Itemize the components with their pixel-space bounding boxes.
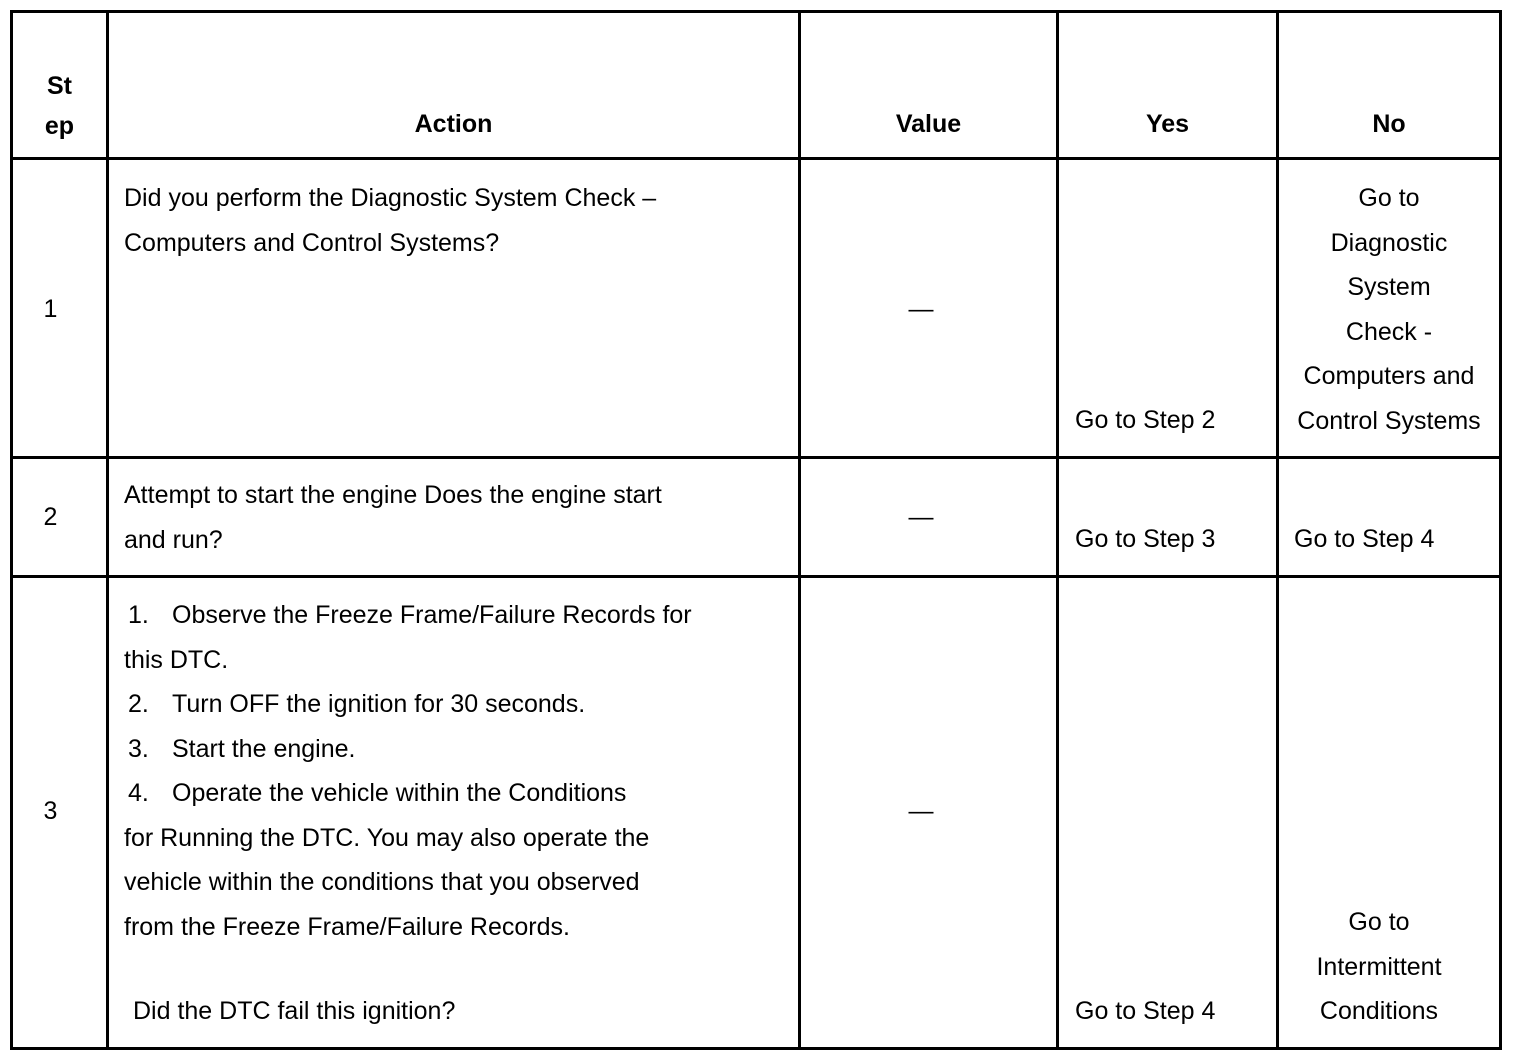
no-action: Go to Step 4 <box>1294 525 1435 553</box>
action-text <box>124 473 662 562</box>
yes-action: Go to Step 4 <box>1075 997 1216 1025</box>
action-question: Did the DTC fail this ignition? <box>133 997 456 1025</box>
no-line: Diagnostic <box>1330 228 1448 257</box>
header-step-line2: ep <box>44 112 75 140</box>
list-item <box>124 727 692 772</box>
list-item <box>124 682 692 727</box>
header-action: Action <box>414 110 493 138</box>
list-item <box>124 860 692 905</box>
list-text: vehicle within the conditions that you observed <box>124 868 640 896</box>
value-dash: — <box>908 295 934 323</box>
no-line: Go to <box>1358 184 1420 212</box>
no-line: System <box>1347 273 1431 301</box>
list-item <box>124 593 692 638</box>
value-dash: — <box>908 797 934 825</box>
value-dash: — <box>908 503 934 531</box>
row-divider <box>10 157 1502 160</box>
list-number: 2. <box>128 690 149 718</box>
no-action <box>1279 176 1499 443</box>
no-line: Computers and <box>1303 362 1475 390</box>
list-number: 1. <box>128 601 149 629</box>
no-line: Check - <box>1345 317 1433 346</box>
row-divider <box>10 456 1502 459</box>
action-line: and run? <box>124 525 223 554</box>
no-line: Intermittent <box>1316 952 1442 981</box>
list-item <box>124 816 692 861</box>
step-number: 1 <box>43 295 58 323</box>
list-text: Operate the vehicle within the Conditions <box>172 779 627 807</box>
list-number: 3. <box>128 734 149 763</box>
action-list <box>124 593 692 949</box>
list-number: 4. <box>128 779 149 807</box>
action-line: Did you perform the Diagnostic System Check – <box>124 184 657 212</box>
yes-action: Go to Step 2 <box>1075 406 1216 434</box>
list-text: this DTC. <box>124 645 229 674</box>
row-divider <box>10 575 1502 578</box>
header-no: No <box>1372 110 1406 138</box>
column-divider <box>1276 10 1279 1050</box>
step-number: 2 <box>43 503 58 531</box>
no-line: Conditions <box>1319 997 1439 1025</box>
header-step <box>13 66 106 146</box>
no-line: Control Systems <box>1297 406 1481 435</box>
list-item <box>124 638 692 683</box>
list-text: Turn OFF the ignition for 30 seconds. <box>172 690 586 718</box>
header-value: Value <box>895 110 962 138</box>
list-text: Start the engine. <box>172 734 356 763</box>
action-line: Computers and Control Systems? <box>124 228 500 257</box>
column-divider <box>1056 10 1059 1050</box>
no-line: Go to <box>1348 908 1410 936</box>
list-item <box>124 771 692 816</box>
header-step-line1: St <box>47 72 72 100</box>
no-action <box>1279 900 1479 1034</box>
yes-action: Go to Step 3 <box>1075 525 1216 553</box>
header-yes: Yes <box>1145 110 1190 138</box>
column-divider <box>106 10 109 1050</box>
action-text <box>124 176 656 265</box>
list-text: Observe the Freeze Frame/Failure Records for <box>172 601 692 629</box>
list-text: from the Freeze Frame/Failure Records. <box>124 912 570 941</box>
list-item <box>124 905 692 950</box>
list-text: for Running the DTC. You may also operate the <box>124 823 650 852</box>
step-number: 3 <box>43 797 58 825</box>
action-line: Attempt to start the engine Does the engine start <box>124 481 662 509</box>
